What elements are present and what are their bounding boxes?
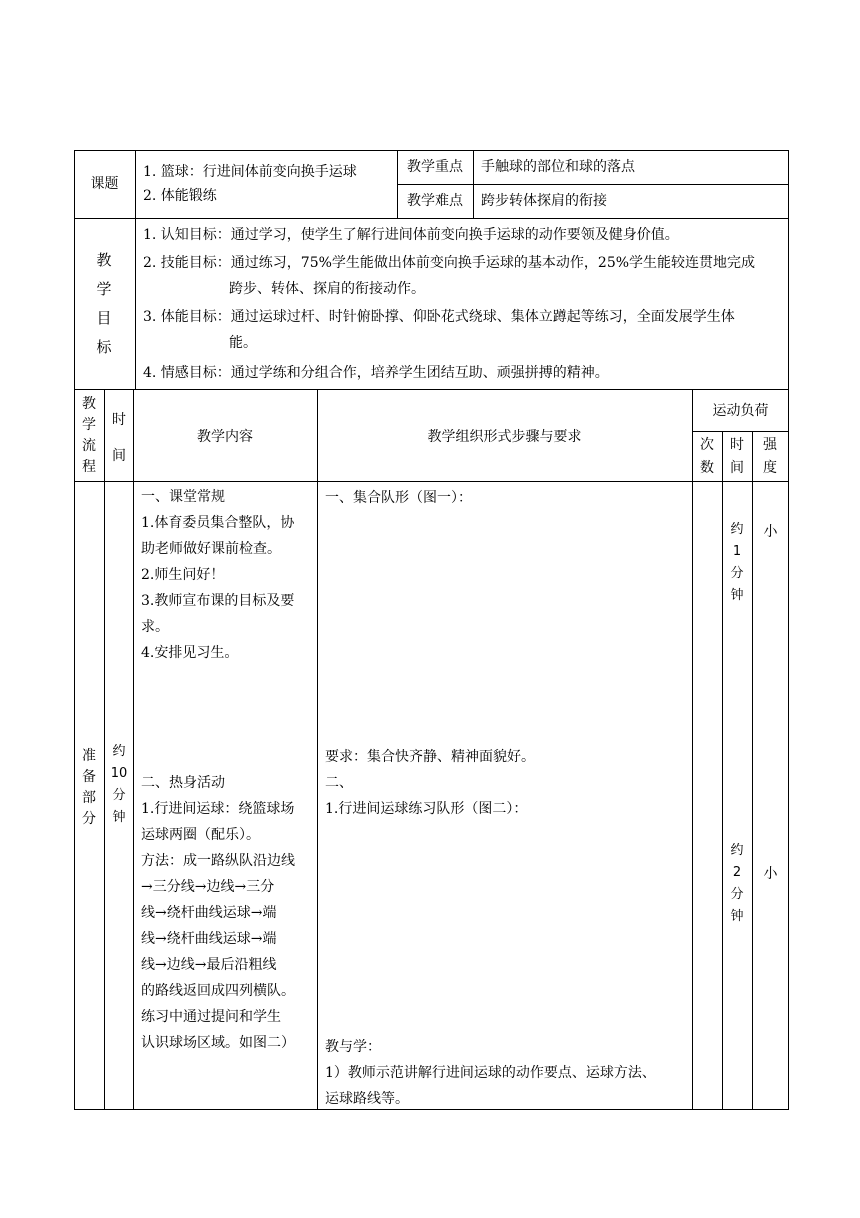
difficulty-value: 跨步转体探肩的衔接 <box>481 193 607 209</box>
content-line: 认识球场区域。如图二） <box>141 1035 295 1051</box>
row-divider <box>74 218 789 219</box>
content-line: 3.教师宣布课的目标及要 <box>141 593 295 609</box>
col-header-flow: 教学流程 <box>82 396 96 475</box>
content-line: 的路线返回成四列横队。 <box>141 983 295 999</box>
col-divider <box>317 389 318 1110</box>
topic-label: 课题 <box>90 176 119 192</box>
content-line: 练习中通过提问和学生 <box>141 1009 281 1025</box>
col-header-load: 运动负荷 <box>712 403 769 419</box>
content-line: 4.安排见习生。 <box>141 645 239 661</box>
col-header-intensity: 强度 <box>763 437 777 476</box>
objective-item: 4. 情感目标：通过学练和分组合作，培养学生团结互助、顽强拼搏的精神。 <box>143 365 609 381</box>
load-intensity-2: 小 <box>763 866 778 882</box>
topic-line-2: 2. 体能锻练 <box>143 188 217 204</box>
org-line: 要求：集合快齐静、精神面貌好。 <box>325 749 535 765</box>
col-header-count: 次数 <box>700 437 714 476</box>
key-point-label: 教学重点 <box>407 159 463 175</box>
content-line: →三分线→边线→三分 <box>141 879 275 895</box>
content-line: 二、热身活动 <box>141 775 225 791</box>
load-intensity-1: 小 <box>763 524 778 540</box>
objective-item: 1. 认知目标：通过学习，使学生了解行进间体前变向换手运球的动作要领及健身价值。 <box>143 227 679 243</box>
row-divider <box>397 184 789 185</box>
difficulty-label: 教学难点 <box>407 193 463 209</box>
objective-item: 跨步、转体、探肩的衔接动作。 <box>229 281 425 297</box>
content-line: 线→绕杆曲线运球→端 <box>141 931 277 947</box>
prep-content-warmup <box>141 770 295 1056</box>
org-assembly-formation: 一、集合队形（图一）： <box>325 490 472 506</box>
org-line: 教与学： <box>325 1039 381 1055</box>
objectives-label: 教学目标 <box>96 251 112 356</box>
col-header-organization: 教学组织形式步骤与要求 <box>427 429 582 445</box>
section-flow-prep: 准备部分 <box>82 748 96 827</box>
load-time-2: 约2分钟 <box>730 843 744 924</box>
col-divider <box>473 150 474 218</box>
row-divider <box>74 389 789 390</box>
content-line: 1.行进间运球：绕篮球场 <box>141 801 295 817</box>
prep-content-routine <box>141 484 294 666</box>
objective-item: 2. 技能目标：通过练习，75%学生能做出体前变向换手运球的基本动作，25%学生能较连贯地完成 <box>143 255 756 271</box>
org-line: 1.行进间运球练习队形（图二）： <box>325 801 528 817</box>
col-divider <box>135 150 136 218</box>
load-time-1: 约1分钟 <box>730 522 744 603</box>
col-divider <box>133 389 134 1110</box>
content-line: 线→绕杆曲线运球→端 <box>141 905 277 921</box>
content-line: 求。 <box>141 619 169 635</box>
col-divider <box>104 389 105 1110</box>
org-line: 运球路线等。 <box>325 1091 409 1107</box>
topic-line-1: 1. 篮球：行进间体前变向换手运球 <box>143 164 357 180</box>
col-header-content: 教学内容 <box>197 429 253 445</box>
row-divider <box>692 431 789 432</box>
col-divider <box>692 389 693 1110</box>
content-line: 2.师生问好！ <box>141 567 225 583</box>
row-divider <box>74 481 789 482</box>
content-line: 方法：成一路纵队沿边线 <box>141 853 295 869</box>
section-time-prep: 约10分钟 <box>110 744 128 825</box>
key-point-value: 手触球的部位和球的落点 <box>481 159 635 175</box>
objective-item: 3. 体能目标：通过运球过杆、时针俯卧撑、仰卧花式绕球、集体立蹲起等练习，全面发展学生体 <box>143 309 735 325</box>
content-line: 1.体育委员集合整队，协 <box>141 515 295 531</box>
objectives-list <box>143 222 755 386</box>
org-line: 1）教师示范讲解行进间运球的动作要点、运球方法、 <box>325 1065 656 1081</box>
col-divider <box>722 431 723 1110</box>
org-line: 二、 <box>325 775 353 791</box>
content-line: 助老师做好课前检查。 <box>141 541 281 557</box>
content-line: 运球两圈（配乐）。 <box>141 827 260 843</box>
content-line: 线→边线→最后沿粗线 <box>141 957 277 973</box>
objective-item: 能。 <box>229 335 257 351</box>
col-divider <box>135 218 136 389</box>
col-header-load-time: 时间 <box>730 437 744 476</box>
content-line: 一、课堂常规 <box>141 489 225 505</box>
col-header-time: 时间 <box>112 412 126 464</box>
org-teaching <box>325 1034 656 1112</box>
org-requirements <box>325 744 535 822</box>
